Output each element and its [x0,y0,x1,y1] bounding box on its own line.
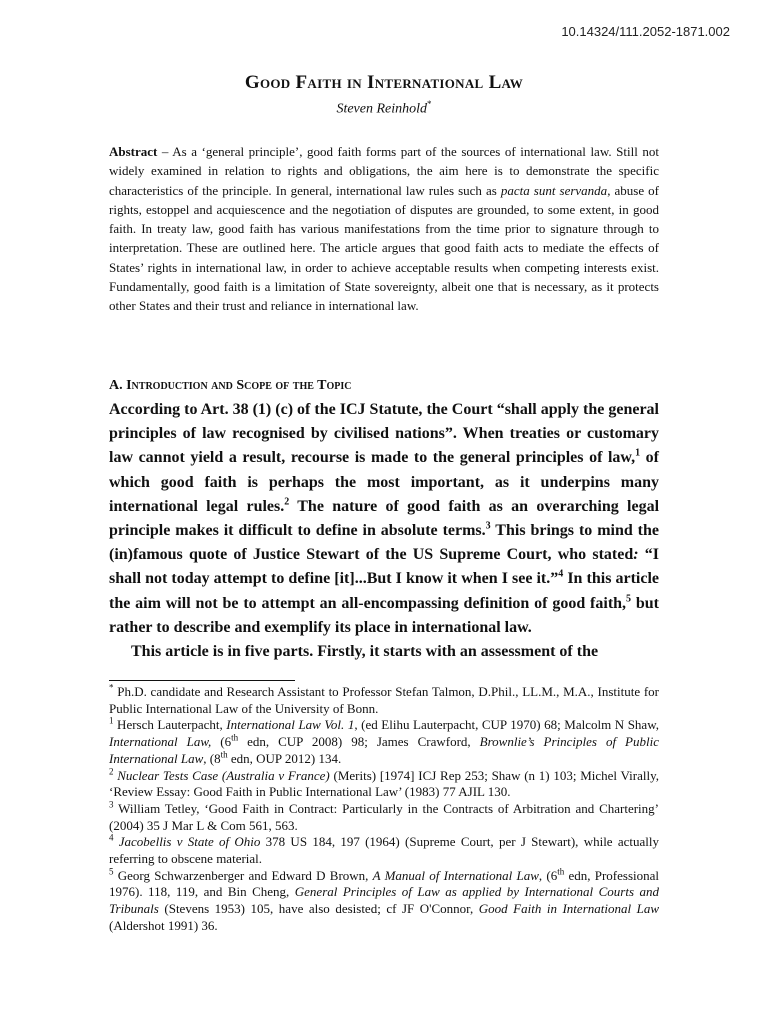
footnote-ref-4: 4 [558,569,564,581]
footnote-star [109,684,659,717]
footnote-ref-2: 2 [284,496,290,508]
doi-identifier: 10.14324/111.2052-1871.002 [561,24,730,39]
paragraph-1-part-d: This brings to mind the (in)famous quote of Justice Stewart of the US Supreme Court, who stated [109,522,660,564]
footnote-4 [109,834,659,867]
footnote-3-mark: 3 [109,799,114,810]
section-heading: A. Introduction and Scope of the Topic [109,378,352,393]
abstract [109,142,659,316]
footnote-1 [109,717,659,767]
footnote-5-italic: General Principles of Law as applied by International Courts and Tribunals [109,884,659,917]
abstract-latin-term: pacta sunt servanda [500,182,608,198]
footnote-5-text: (Stevens 1953) 105, have also desisted; cf JF O'Connor, [158,901,479,917]
footnote-5 [109,868,659,935]
paragraph-1-part-a: According to Art. 38 (1) (c) of the ICJ Statute, the Court “shall apply the general principles of law recognised by civilised nations”. When treaties or customary law cannot yield a result, recourse is made to the general principles of law, [109,401,659,467]
footnote-1-mark: 1 [109,716,114,727]
footnote-5-text: (Aldershot 1991) 36. [109,917,218,933]
footnote-separator [109,680,295,681]
abstract-text-part-1: As a ‘general principle’, good faith forms part of the sources of international law. Still not widely examined in relation to rights and obligations, the aim here is to demonstrate the specific characteristics of the principle. In general, international law rules such as [109,144,659,198]
footnote-4-text: 378 US 184, 197 (1964) (Supreme Court, per J Stewart), while actually referring to obscene material. [109,834,659,867]
author-footnote-mark: * [427,99,432,109]
paragraph-1-part-e: “I shall not today attempt to define [it]...But I know it when I see it.” [109,546,659,588]
footnote-star-mark: * [109,682,114,693]
paragraph-1-part-f: In this article the aim will not be to attempt an all-encompassing definition of good faith, [109,570,659,612]
footnote-1-text: , (8 [203,750,221,766]
footnote-1-ordinal: th [220,749,228,760]
footnote-1-text: (6 [211,734,232,750]
article-title: Good Faith in International Law [244,72,524,93]
footnote-4-mark: 4 [109,833,114,843]
footnote-1-text: edn, CUP 2008) 98; James Crawford, [238,734,480,750]
paragraph-1-part-g: but rather to describe and exemplify its place in international law. [109,594,659,636]
footnote-star-text: Ph.D. candidate and Research Assistant to Professor Stefan Talmon, D.Phil., LL.M., M.A., Institute for Public International Law of the University of Bonn. [109,684,659,716]
footnote-1-italic: Brownlie’s Principles of Public International Law [109,734,659,766]
footnote-1-italic: International Law Vol. 1 [226,717,355,733]
footnote-4-italic: Jacobellis v State of Ohio [118,834,261,850]
footnote-1-italic: International Law, [109,734,212,750]
footnote-1-text: edn, OUP 2012) 134. [227,750,342,766]
abstract-text-part-2: , abuse of rights, estoppel and acquiescence and the negotiation of disputes are grounded, to some extent, in good faith. In treaty law, good faith has various manifestations from the time prior to signature through to interpretation. These are outlined here. The article argues that good faith acts to mediate the effects of States’ rights in international law, in order to achieve acceptable results when competing interests exist. Fundamentally, good faith is a limitation of State sovereignty, albeit one that is necessary, as it protects other States and their trust and reliance in international law. [109,182,659,314]
footnote-5-italic: A Manual of International Law [372,867,539,883]
abstract-label: Abstract [109,144,158,159]
paragraph-1 [109,398,659,640]
footnote-5-ordinal: th [557,866,565,877]
author-name: Steven Reinhold [336,101,428,117]
body-text [109,398,659,664]
footnote-3-text: William Tetley, ‘Good Faith in Contract: Particularly in the Contracts of Arbitration and Chartering’ (2004) 35 J Mar L & Com 561, 563. [109,800,659,833]
paragraph-1-part-b: of which good faith is perhaps the most important, as it underpins many international legal rules. [109,449,659,515]
footnote-5-mark: 5 [109,866,114,877]
footnote-2 [109,768,659,801]
footnote-ref-1: 1 [635,448,641,460]
footnote-5-text: edn, Professional 1976). 118, 119, and Bin Cheng, [109,867,660,900]
footnote-1-text: , (ed Elihu Lauterpacht, CUP 1970) 68; Malcolm N Shaw, [354,717,659,733]
author-line [109,99,659,118]
footnote-2-text: (Merits) [1974] ICJ Rep 253; Shaw (n 1) 103; Michel Virally, ‘Review Essay: Good Faith in Public International Law’ (1983) 77 AJIL 130. [109,767,659,800]
paragraph-2: This article is in five parts. Firstly, it starts with an assessment of the [131,643,599,661]
footnote-3 [109,801,659,834]
footnote-5-text: , (6 [538,867,558,883]
paragraph-1-part-c: The nature of good faith as an overarching legal principle makes it difficult to define in absolute terms. [109,497,660,540]
footnotes [109,684,659,935]
footnote-5-italic: Good Faith in International Law [478,901,660,917]
footnote-1-text: Hersch Lauterpacht, [113,717,227,733]
abstract-dash: – [157,144,173,159]
footnote-2-mark: 2 [109,766,114,777]
footnote-1-ordinal: th [231,732,239,743]
paragraph-1-colon: : [633,546,639,564]
footnote-5-text: Georg Schwarzenberger and Edward D Brown, [113,867,373,883]
footnote-2-italic: Nuclear Tests Case (Australia v France) [117,767,330,783]
footnote-ref-3: 3 [485,520,491,532]
footnote-ref-5: 5 [626,593,632,605]
